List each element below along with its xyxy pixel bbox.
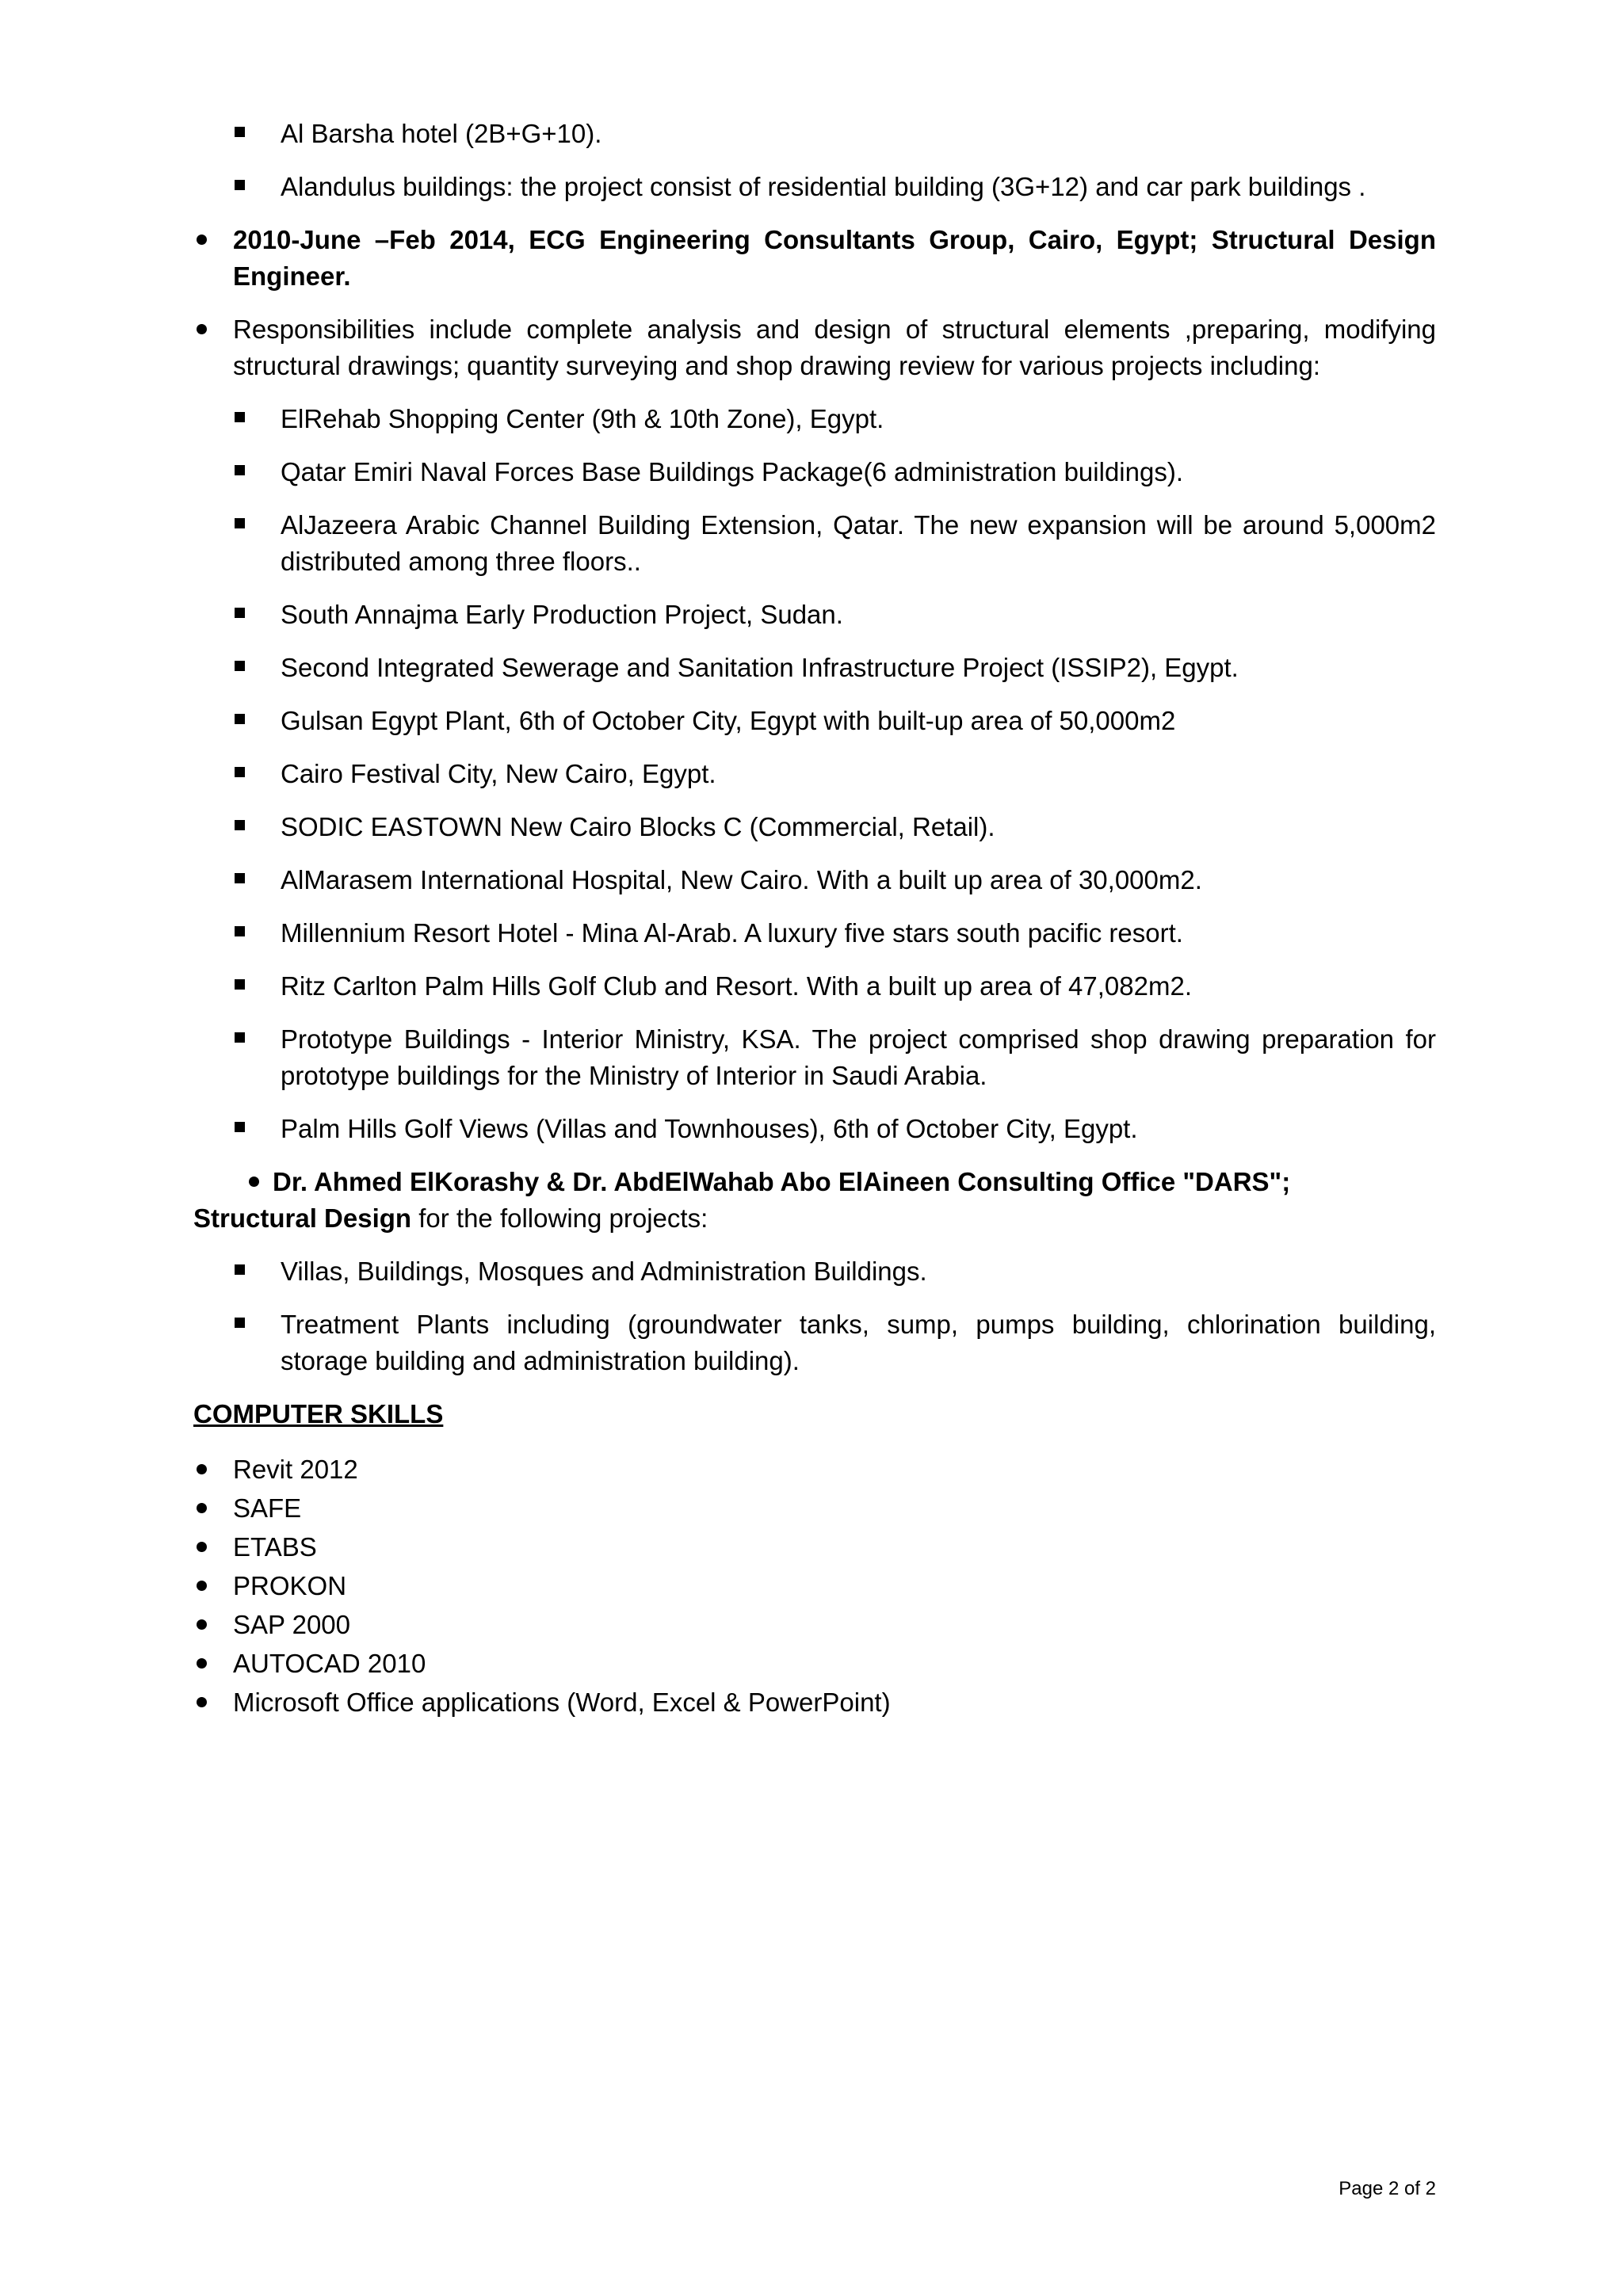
round-bullet-icon (197, 1581, 207, 1591)
project-text: Prototype Buildings - Interior Ministry, KSA. The project comprised shop drawing preparation for prototype buildings for the Ministry of Interior in Saudi Arabia. (281, 1024, 1436, 1090)
square-bullet-icon (235, 820, 245, 830)
ecg-project-list (193, 401, 1436, 1147)
project-item (193, 756, 1436, 792)
square-bullet-icon (235, 714, 245, 724)
ecg-heading-text: 2010-June –Feb 2014, ECG Engineering Consultants Group, Cairo, Egypt; Structural Design Engineer. (233, 225, 1436, 291)
project-item (193, 703, 1436, 739)
project-item (193, 454, 1436, 490)
round-bullet-icon (197, 235, 207, 245)
project-item (193, 862, 1436, 898)
project-text: SODIC EASTOWN New Cairo Blocks C (Commercial, Retail). (281, 812, 995, 841)
round-bullet-icon (197, 1464, 207, 1474)
square-bullet-icon (235, 608, 245, 618)
project-text: Villas, Buildings, Mosques and Administration Buildings. (281, 1257, 927, 1286)
round-bullet-icon (197, 1619, 207, 1630)
project-item (193, 597, 1436, 633)
project-item (193, 1021, 1436, 1094)
project-text: Treatment Plants including (groundwater tanks, sump, pumps building, chlorination building, storage building and administration building). (281, 1310, 1436, 1375)
square-bullet-icon (235, 979, 245, 990)
skill-text: Revit 2012 (233, 1455, 358, 1484)
round-bullet-icon (197, 324, 207, 334)
page-number: Page 2 of 2 (1338, 2178, 1436, 2199)
square-bullet-icon (235, 127, 245, 137)
project-item (193, 809, 1436, 845)
project-item (193, 116, 1436, 152)
skill-item (193, 1527, 1436, 1566)
page-content (193, 116, 1436, 1722)
project-text: Gulsan Egypt Plant, 6th of October City, Egypt with built-up area of 50,000m2 (281, 706, 1176, 735)
square-bullet-icon (235, 1264, 245, 1275)
responsibilities-text: Responsibilities include complete analysis and design of structural elements ,preparing, modifying structural drawings; quantity surveying and shop drawing review for various projects including: (233, 315, 1436, 380)
dars-employment-heading (193, 1164, 1436, 1237)
square-bullet-icon (235, 180, 245, 190)
project-text: Qatar Emiri Naval Forces Base Buildings Package(6 administration buildings). (281, 457, 1183, 486)
project-text: AlJazeera Arabic Channel Building Extension, Qatar. The new expansion will be around 5,000m2 distributed among three floors.. (281, 510, 1436, 576)
skill-text: SAP 2000 (233, 1610, 351, 1639)
skill-text: Microsoft Office applications (Word, Excel & PowerPoint) (233, 1688, 891, 1717)
project-text: Palm Hills Golf Views (Villas and Townhouses), 6th of October City, Egypt. (281, 1114, 1138, 1143)
square-bullet-icon (235, 1318, 245, 1328)
skill-item (193, 1489, 1436, 1527)
round-bullet-icon (197, 1503, 207, 1513)
skill-item (193, 1605, 1436, 1644)
project-item (193, 1306, 1436, 1379)
project-item (193, 1253, 1436, 1290)
project-text: AlMarasem International Hospital, New Cairo. With a built up area of 30,000m2. (281, 865, 1202, 894)
skill-text: SAFE (233, 1493, 302, 1523)
round-bullet-icon (197, 1697, 207, 1707)
skill-text: ETABS (233, 1532, 317, 1562)
ecg-employment-heading (193, 222, 1436, 295)
square-bullet-icon (235, 661, 245, 671)
project-item (193, 169, 1436, 205)
computer-skills-title: COMPUTER SKILLS (193, 1399, 444, 1428)
square-bullet-icon (235, 518, 245, 528)
square-bullet-icon (235, 1122, 245, 1132)
project-text: Ritz Carlton Palm Hills Golf Club and Resort. With a built up area of 47,082m2. (281, 971, 1193, 1001)
skill-item (193, 1644, 1436, 1683)
project-text: South Annajma Early Production Project, Sudan. (281, 600, 843, 629)
project-item (193, 1111, 1436, 1147)
dars-heading-rest: for the following projects: (411, 1203, 708, 1233)
square-bullet-icon (235, 926, 245, 936)
project-text: ElRehab Shopping Center (9th & 10th Zone), Egypt. (281, 404, 884, 433)
dars-heading-role: Structural Design (193, 1203, 412, 1233)
skill-item (193, 1450, 1436, 1489)
round-bullet-icon (249, 1177, 259, 1187)
skill-text: AUTOCAD 2010 (233, 1649, 426, 1678)
project-text: Second Integrated Sewerage and Sanitation Infrastructure Project (ISSIP2), Egypt. (281, 653, 1239, 682)
computer-skills-list (193, 1450, 1436, 1722)
project-text: Alandulus buildings: the project consist of residential building (3G+12) and car park buildings . (281, 172, 1366, 201)
square-bullet-icon (235, 767, 245, 777)
project-item (193, 968, 1436, 1005)
round-bullet-icon (197, 1542, 207, 1552)
dars-project-list (193, 1253, 1436, 1379)
square-bullet-icon (235, 412, 245, 422)
project-item (193, 507, 1436, 580)
square-bullet-icon (235, 465, 245, 475)
project-text: Cairo Festival City, New Cairo, Egypt. (281, 759, 716, 788)
project-item (193, 401, 1436, 437)
project-item (193, 915, 1436, 952)
skill-text: PROKON (233, 1571, 347, 1600)
square-bullet-icon (235, 1032, 245, 1043)
project-text: Al Barsha hotel (2B+G+10). (281, 119, 602, 148)
skill-item (193, 1683, 1436, 1722)
square-bullet-icon (235, 873, 245, 883)
project-item (193, 650, 1436, 686)
round-bullet-icon (197, 1658, 207, 1669)
project-text: Millennium Resort Hotel - Mina Al-Arab. A luxury five stars south pacific resort. (281, 918, 1183, 948)
skill-item (193, 1566, 1436, 1605)
dars-heading-line1: Dr. Ahmed ElKorashy & Dr. AbdElWahab Abo ElAineen Consulting Office "DARS"; (273, 1167, 1291, 1196)
ecg-responsibilities (193, 311, 1436, 384)
